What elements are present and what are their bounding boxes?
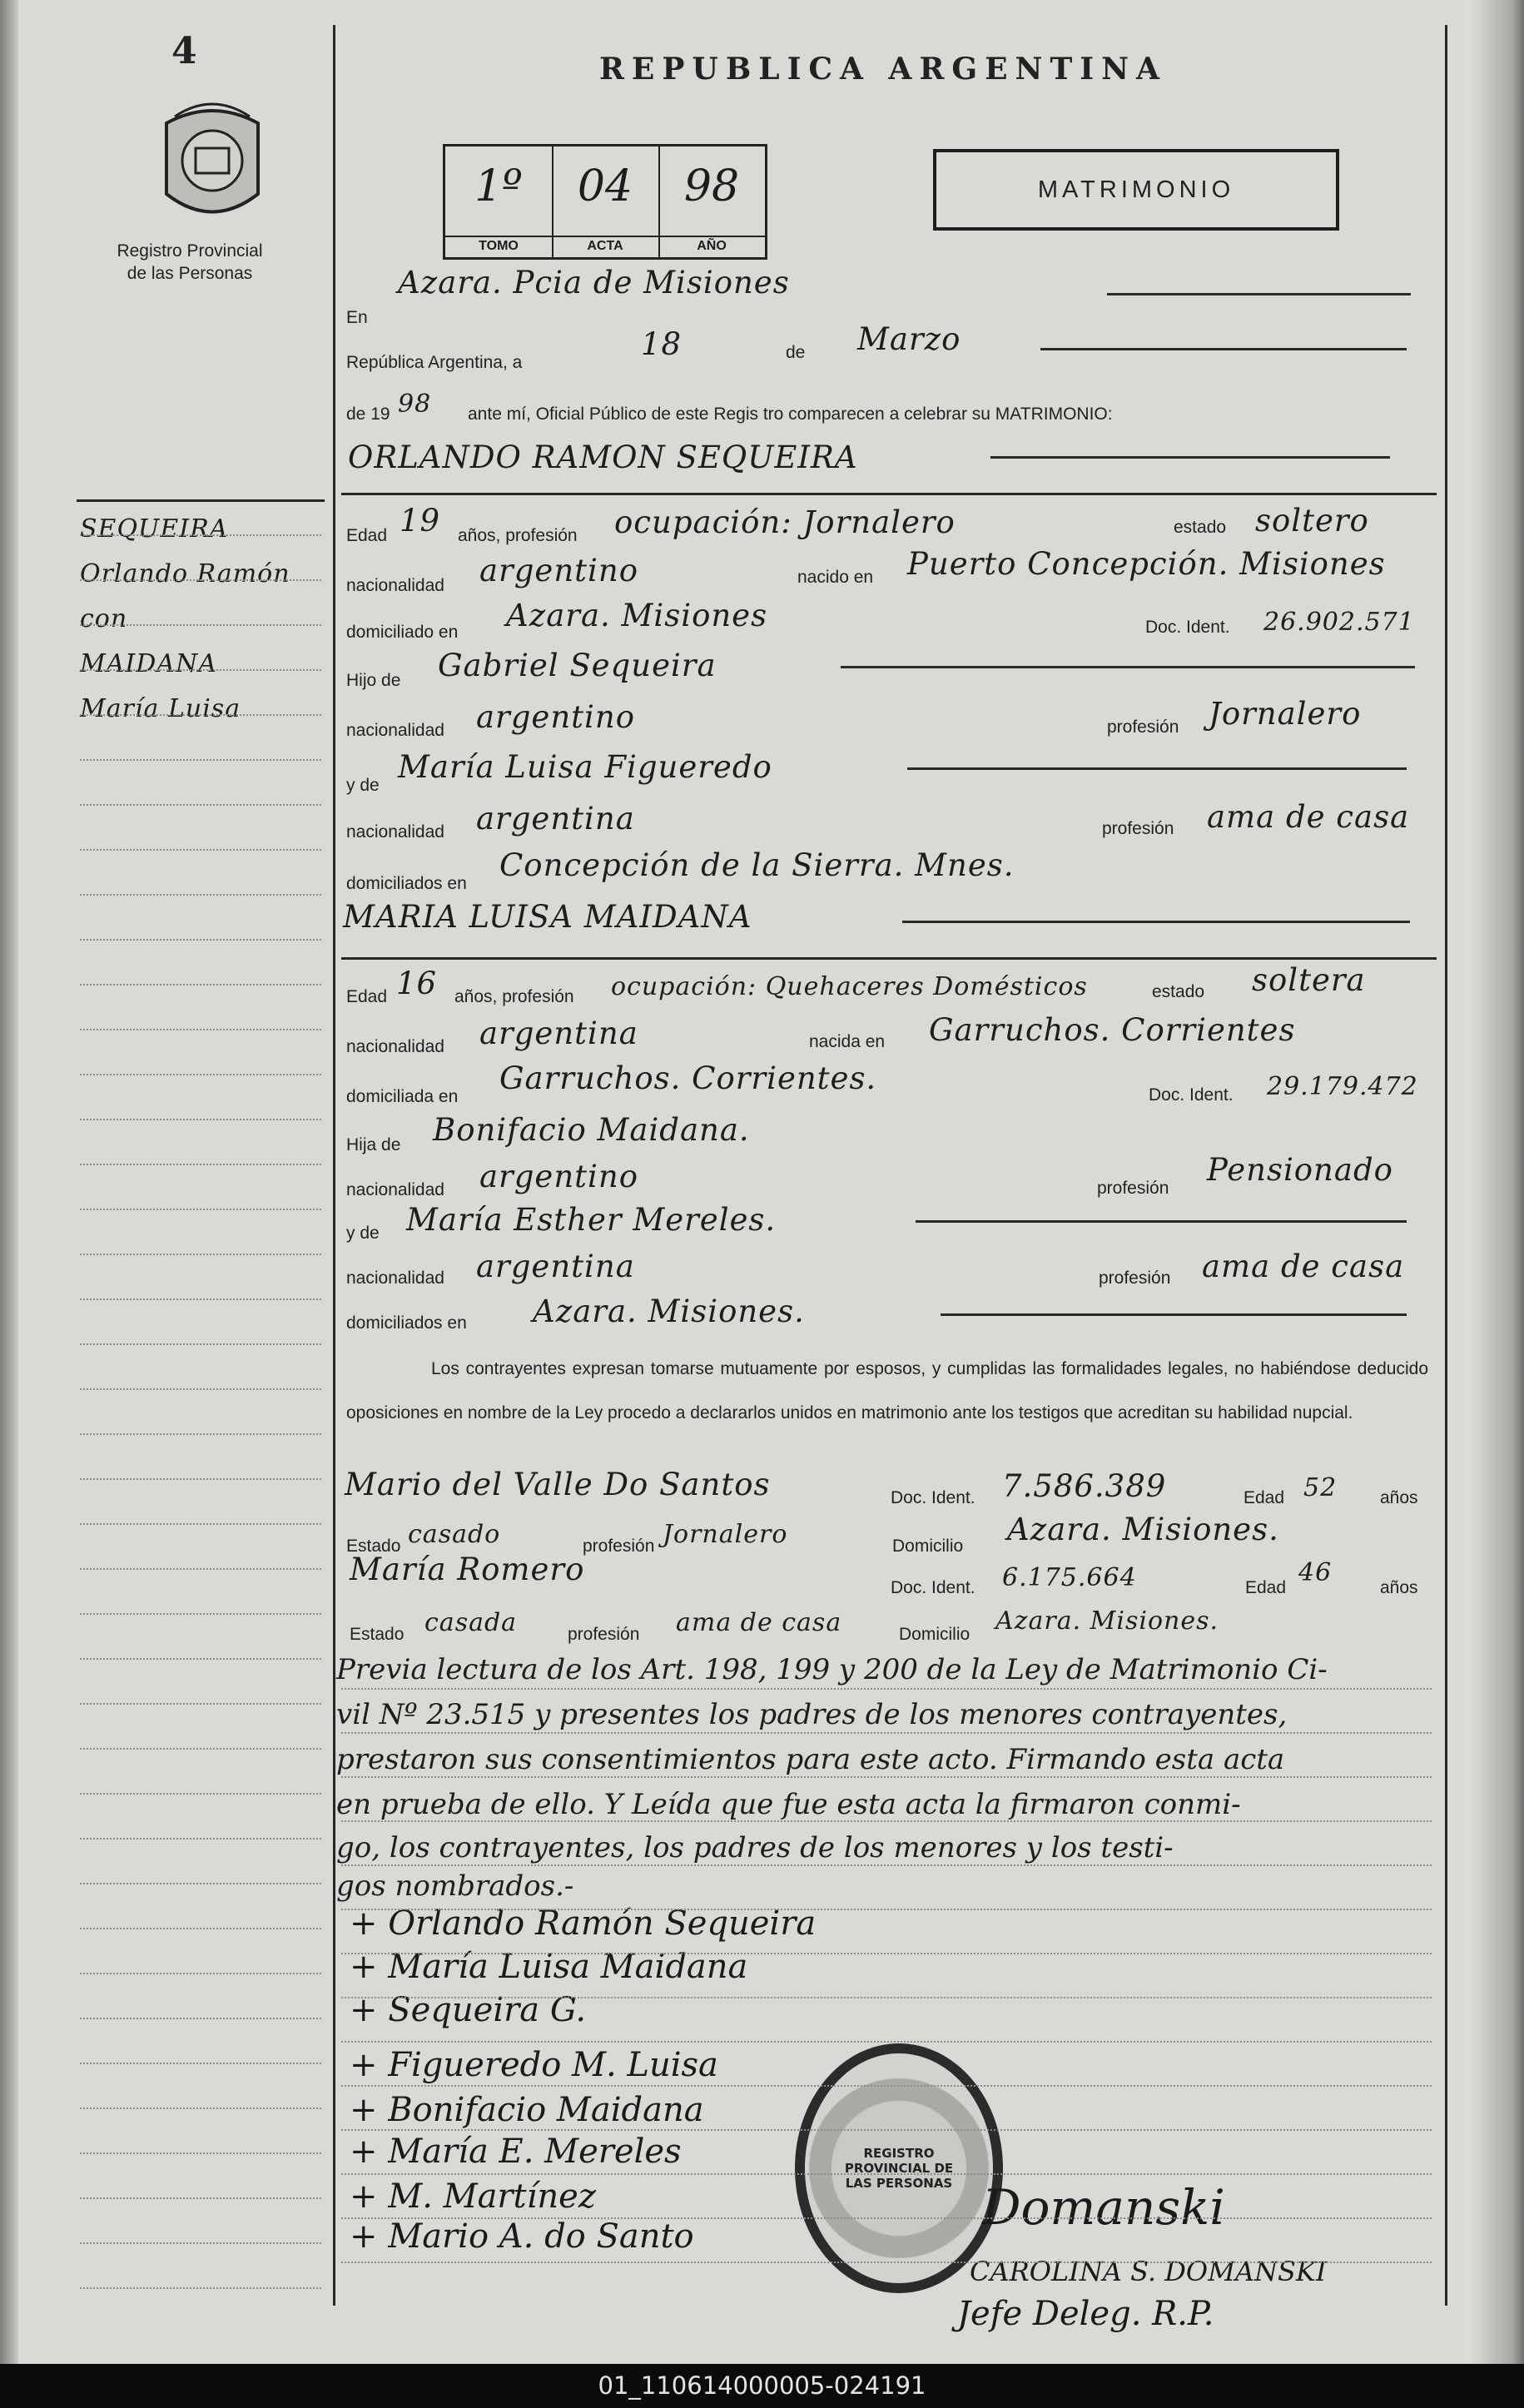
- signature-line: + Orlando Ramón Sequeira: [350, 1904, 817, 1943]
- tomo-value: 1º: [474, 161, 523, 211]
- margin-ruled-line: [80, 849, 321, 851]
- notes-line: vil Nº 23.515 y presentes los padres de los menores contrayentes,: [336, 1698, 1288, 1731]
- witness2-doc: 6.175.664: [1002, 1563, 1137, 1592]
- bride-father-profession: Pensionado: [1207, 1152, 1393, 1188]
- margin-ruled-line: [80, 1658, 321, 1660]
- witness1-prof-label: profesión: [583, 1537, 655, 1556]
- bride-edad-label: Edad: [346, 987, 388, 1006]
- witness1-anios-label: años: [1380, 1488, 1418, 1507]
- notes-line: go, los contrayentes, los padres de los menores y los testi-: [336, 1831, 1174, 1864]
- witness2-edad-label: Edad: [1245, 1578, 1287, 1597]
- bride-age: 16: [396, 966, 438, 1001]
- scan-identifier: 01_110614000005-024191: [598, 2371, 926, 2400]
- bride-mother: María Esther Mereles.: [406, 1202, 777, 1238]
- witness1-edad-label: Edad: [1244, 1488, 1285, 1507]
- groom-parents-domicile: Concepción de la Sierra. Mnes.: [499, 847, 1015, 883]
- margin-ruled-line: [80, 2018, 321, 2019]
- margin-note-line: MAIDANA: [80, 649, 217, 678]
- margin-ruled-line: [80, 1838, 321, 1840]
- page-edge: [1465, 0, 1524, 2364]
- republica-label: República Argentina, a: [346, 353, 523, 372]
- groom-father-nac-label: nacionalidad: [346, 721, 444, 740]
- witness2-domicile: Azara. Misiones.: [995, 1606, 1219, 1636]
- bride-doc-label: Doc. Ident.: [1149, 1085, 1234, 1105]
- margin-ruled-line: [80, 984, 321, 986]
- groom-nationality: argentino: [479, 553, 638, 588]
- signature-line: + Bonifacio Maidana: [350, 2091, 704, 2129]
- witness1-age: 52: [1303, 1473, 1338, 1502]
- bride-nationality: argentina: [479, 1015, 638, 1051]
- margin-ruled-line: [80, 1928, 321, 1929]
- body-ruled-line: [341, 1864, 1432, 1866]
- groom-father-profession: Jornalero: [1209, 696, 1362, 732]
- margin-ruled-line: [80, 2108, 321, 2109]
- body-ruled-line: [341, 2085, 1432, 2087]
- signature-line: + Figueredo M. Luisa: [350, 2046, 718, 2084]
- witness1-doc-label: Doc. Ident.: [891, 1488, 975, 1507]
- groom-full-name: ORLANDO RAMON SEQUEIRA: [348, 439, 858, 475]
- seal-text: REGISTRO PROVINCIAL DE LAS PERSONAS: [844, 2146, 954, 2191]
- margin-ruled-line: [80, 714, 321, 716]
- body-ruled-line: [341, 1953, 1432, 1954]
- fill-line: [941, 1313, 1407, 1316]
- bride-hija-label: Hija de: [346, 1135, 401, 1154]
- margin-ruled-line: [80, 804, 321, 806]
- witness1-domicile: Azara. Misiones.: [1007, 1512, 1279, 1547]
- body-ruled-line: [341, 1688, 1432, 1690]
- groom-father: Gabriel Sequeira: [438, 648, 717, 683]
- declaration-paragraph: Los contrayentes expresan tomarse mutuamente por esposos, y cumplidas las formalidades legales, no habiéndose deducido oposiciones en nombre de la Ley procedo a declararlos unidos en matrimonio ante los testigos que acreditan su habilidad nupcial.: [346, 1359, 1428, 1422]
- body-ruled-line: [341, 1776, 1432, 1778]
- witness1-dom-label: Domicilio: [892, 1537, 964, 1556]
- margin-ruled-line: [80, 894, 321, 896]
- margin-ruled-line: [80, 1613, 321, 1615]
- body-ruled-line: [341, 1820, 1432, 1822]
- bride-nacida-label: nacida en: [809, 1032, 886, 1051]
- groom-age: 19: [400, 503, 441, 539]
- margin-ruled-line: [80, 1074, 321, 1075]
- body-ruled-line: [341, 1732, 1432, 1734]
- signature-line: + M. Martínez: [350, 2177, 596, 2216]
- right-border: [1445, 25, 1447, 2306]
- margin-ruled-line: [80, 1703, 321, 1705]
- witness1-doc: 7.586.389: [1002, 1468, 1167, 1504]
- margin-ruled-line: [80, 1973, 321, 1974]
- de19-label: de 19: [346, 405, 390, 424]
- witness2-profession: ama de casa: [676, 1608, 842, 1637]
- groom-mother-profession: ama de casa: [1207, 799, 1410, 835]
- notes-line: Previa lectura de los Art. 198, 199 y 200 de la Ley de Matrimonio Ci-: [336, 1653, 1328, 1686]
- registry-line-1: Registro Provincial: [117, 241, 263, 261]
- notes-line: prestaron sus consentimientos para este acto. Firmando esta acta: [336, 1743, 1285, 1776]
- margin-ruled-line: [80, 1478, 321, 1480]
- fill-line: [990, 456, 1390, 459]
- margin-ruled-line: [80, 1793, 321, 1795]
- witness2-estado: casada: [424, 1608, 518, 1637]
- acta-value: 04: [577, 161, 633, 211]
- margin-note-line: Orlando Ramón: [80, 559, 290, 588]
- signature-line: + María E. Mereles: [350, 2132, 682, 2171]
- body-ruled-line: [341, 2173, 1432, 2175]
- registry-name: [107, 240, 273, 285]
- tomo-cell: [445, 146, 554, 257]
- groom-doc-label: Doc. Ident.: [1145, 618, 1230, 637]
- official-title: Jefe Deleg. R.P.: [957, 2295, 1214, 2333]
- witness2-doc-label: Doc. Ident.: [891, 1578, 975, 1597]
- margin-ruled-line: [80, 759, 321, 761]
- margin-ruled-line: [80, 2287, 321, 2289]
- margin-note-line: María Luisa: [80, 694, 241, 723]
- margin-ruled-line: [80, 1748, 321, 1750]
- groom-doc: 26.902.571: [1263, 608, 1415, 637]
- witness2-age: 46: [1298, 1558, 1333, 1587]
- margin-ruled-line: [80, 2197, 321, 2199]
- en-label: En: [346, 308, 368, 327]
- margin-ruled-line: [80, 2152, 321, 2154]
- registry-line-2: de las Personas: [127, 264, 253, 283]
- tomo-label: TOMO: [445, 236, 552, 254]
- bride-father-prof-label: profesión: [1097, 1179, 1169, 1198]
- notes-line: gos nombrados.-: [336, 1869, 574, 1903]
- margin-ruled-line: [80, 1298, 321, 1300]
- margin-ruled-line: [80, 534, 321, 536]
- appear-text: ante mí, Oficial Público de este Regis tro comparecen a celebrar su MATRIMONIO:: [468, 405, 1113, 424]
- margin-ruled-line: [80, 1119, 321, 1120]
- bride-dom-label: domiciliada en: [346, 1087, 459, 1106]
- witness1-name: Mario del Valle Do Santos: [345, 1467, 771, 1502]
- bride-mother-prof-label: profesión: [1099, 1269, 1171, 1288]
- bride-mother-profession: ama de casa: [1202, 1249, 1405, 1284]
- notes-line: en prueba de ello. Y Leída que fue esta acta la firmaron conmi-: [336, 1788, 1241, 1821]
- bride-father-nationality: argentino: [479, 1159, 638, 1194]
- witness2-anios-label: años: [1380, 1578, 1418, 1597]
- fill-line: [1040, 348, 1407, 350]
- bride-estado-label: estado: [1152, 982, 1205, 1001]
- bride-doc: 29.179.472: [1267, 1072, 1418, 1101]
- witness2-estado-label: Estado: [350, 1625, 405, 1644]
- bride-yde-label: y de: [346, 1224, 380, 1243]
- official-name: CAROLINA S. DOMANSKI: [970, 2256, 1327, 2287]
- section-rule: [341, 493, 1437, 495]
- signature-line: + María Luisa Maidana: [350, 1948, 748, 1986]
- margin-divider: [333, 25, 335, 2306]
- margin-ruled-line: [80, 1388, 321, 1390]
- act-type-box: MATRIMONIO: [933, 149, 1339, 231]
- margin-note-line: con: [80, 604, 128, 633]
- bride-nac-label: nacionalidad: [346, 1037, 444, 1056]
- groom-estado: soltero: [1255, 503, 1369, 539]
- section-rule: [341, 957, 1437, 960]
- page-number: 4: [171, 30, 197, 72]
- anio-value: 98: [683, 161, 740, 211]
- bride-parents-domicile: Azara. Misiones.: [533, 1293, 805, 1329]
- groom-mother-nac-label: nacionalidad: [346, 822, 444, 842]
- witness2-name: María Romero: [350, 1552, 585, 1587]
- bride-prof-label: años, profesión: [454, 987, 574, 1006]
- anio-label: AÑO: [658, 236, 765, 254]
- bride-mother-nac-label: nacionalidad: [346, 1269, 444, 1288]
- groom-edad-label: Edad: [346, 526, 388, 545]
- witness1-estado: casado: [408, 1520, 501, 1549]
- groom-mother: María Luisa Figueredo: [398, 749, 772, 785]
- groom-parents-dom-label: domiciliados en: [346, 874, 467, 893]
- body-ruled-line: [341, 2129, 1432, 2131]
- groom-nac-label: nacionalidad: [346, 576, 444, 595]
- bride-domicile: Garruchos. Corrientes.: [499, 1060, 877, 1096]
- signature-line: + Sequeira G.: [350, 1991, 587, 2029]
- margin-ruled-line: [80, 1343, 321, 1345]
- binding-shadow: [0, 0, 18, 2364]
- bride-mother-nationality: argentina: [476, 1249, 635, 1284]
- margin-ruled-line: [80, 2063, 321, 2064]
- margin-ruled-line: [80, 939, 321, 941]
- groom-hijo-label: Hijo de: [346, 671, 401, 690]
- bride-birthplace: Garruchos. Corrientes: [929, 1012, 1296, 1048]
- month-value: Marzo: [857, 321, 961, 357]
- groom-nacido-label: nacido en: [797, 568, 874, 587]
- margin-ruled-line: [80, 1209, 321, 1210]
- body-ruled-line: [341, 1909, 1432, 1910]
- margin-ruled-line: [80, 1883, 321, 1884]
- bride-profession: ocupación: Quehaceres Domésticos: [611, 972, 1088, 1001]
- groom-father-prof-label: profesión: [1107, 717, 1179, 737]
- bride-parents-dom-label: domiciliados en: [346, 1313, 467, 1333]
- country-heading: REPUBLICA ARGENTINA: [599, 52, 1167, 87]
- margin-ruled-line: [80, 669, 321, 671]
- groom-yde-label: y de: [346, 776, 380, 795]
- margin-ruled-line: [80, 1164, 321, 1165]
- fill-line: [841, 666, 1415, 668]
- bride-full-name: MARIA LUISA MAIDANA: [343, 899, 752, 935]
- signature-line: + Mario A. do Santo: [350, 2217, 694, 2256]
- margin-ruled-line: [80, 1523, 321, 1525]
- fill-line: [902, 921, 1410, 923]
- bride-father: Bonifacio Maidana.: [433, 1112, 750, 1148]
- witness1-estado-label: Estado: [346, 1537, 401, 1556]
- acta-label: ACTA: [552, 236, 658, 254]
- groom-mother-nationality: argentina: [476, 801, 635, 837]
- margin-ruled-line: [80, 1254, 321, 1255]
- place-value: Azara. Pcia de Misiones: [398, 265, 790, 300]
- groom-mother-prof-label: profesión: [1102, 819, 1174, 838]
- fill-line: [907, 767, 1407, 770]
- groom-father-nationality: argentino: [476, 699, 635, 735]
- groom-estado-label: estado: [1174, 518, 1227, 537]
- margin-rule: [77, 499, 325, 502]
- margin-ruled-line: [80, 624, 321, 626]
- groom-domicile: Azara. Misiones: [506, 598, 768, 633]
- bride-estado: soltera: [1252, 962, 1366, 998]
- fill-line: [916, 1220, 1407, 1223]
- margin-ruled-line: [80, 1433, 321, 1435]
- groom-dom-label: domiciliado en: [346, 623, 459, 642]
- margin-ruled-line: [80, 2242, 321, 2244]
- anio-cell: [658, 146, 765, 257]
- body-ruled-line: [341, 1997, 1432, 1998]
- margin-note-line: SEQUEIRA: [80, 514, 229, 544]
- groom-birthplace: Puerto Concepción. Misiones: [907, 546, 1386, 582]
- official-signature: Domanski: [982, 2179, 1225, 2236]
- body-ruled-line: [341, 2041, 1432, 2043]
- fill-line: [1107, 293, 1411, 295]
- margin-ruled-line: [80, 1029, 321, 1030]
- body-ruled-line: [341, 2262, 1432, 2263]
- groom-prof-label: años, profesión: [458, 526, 578, 545]
- body-ruled-line: [341, 2217, 1432, 2219]
- margin-ruled-line: [80, 1568, 321, 1570]
- acta-cell: [552, 146, 660, 257]
- witness2-dom-label: Domicilio: [899, 1625, 970, 1644]
- witness1-profession: Jornalero: [663, 1520, 788, 1549]
- witness2-prof-label: profesión: [568, 1625, 640, 1644]
- bride-father-nac-label: nacionalidad: [346, 1180, 444, 1199]
- day-value: 18: [641, 326, 683, 362]
- de-label: de: [786, 343, 806, 362]
- year-value: 98: [398, 390, 432, 419]
- provincial-emblem: [150, 98, 275, 231]
- groom-profession: ocupación: Jornalero: [614, 504, 956, 540]
- act-number-box: [443, 144, 767, 260]
- margin-ruled-line: [80, 579, 321, 581]
